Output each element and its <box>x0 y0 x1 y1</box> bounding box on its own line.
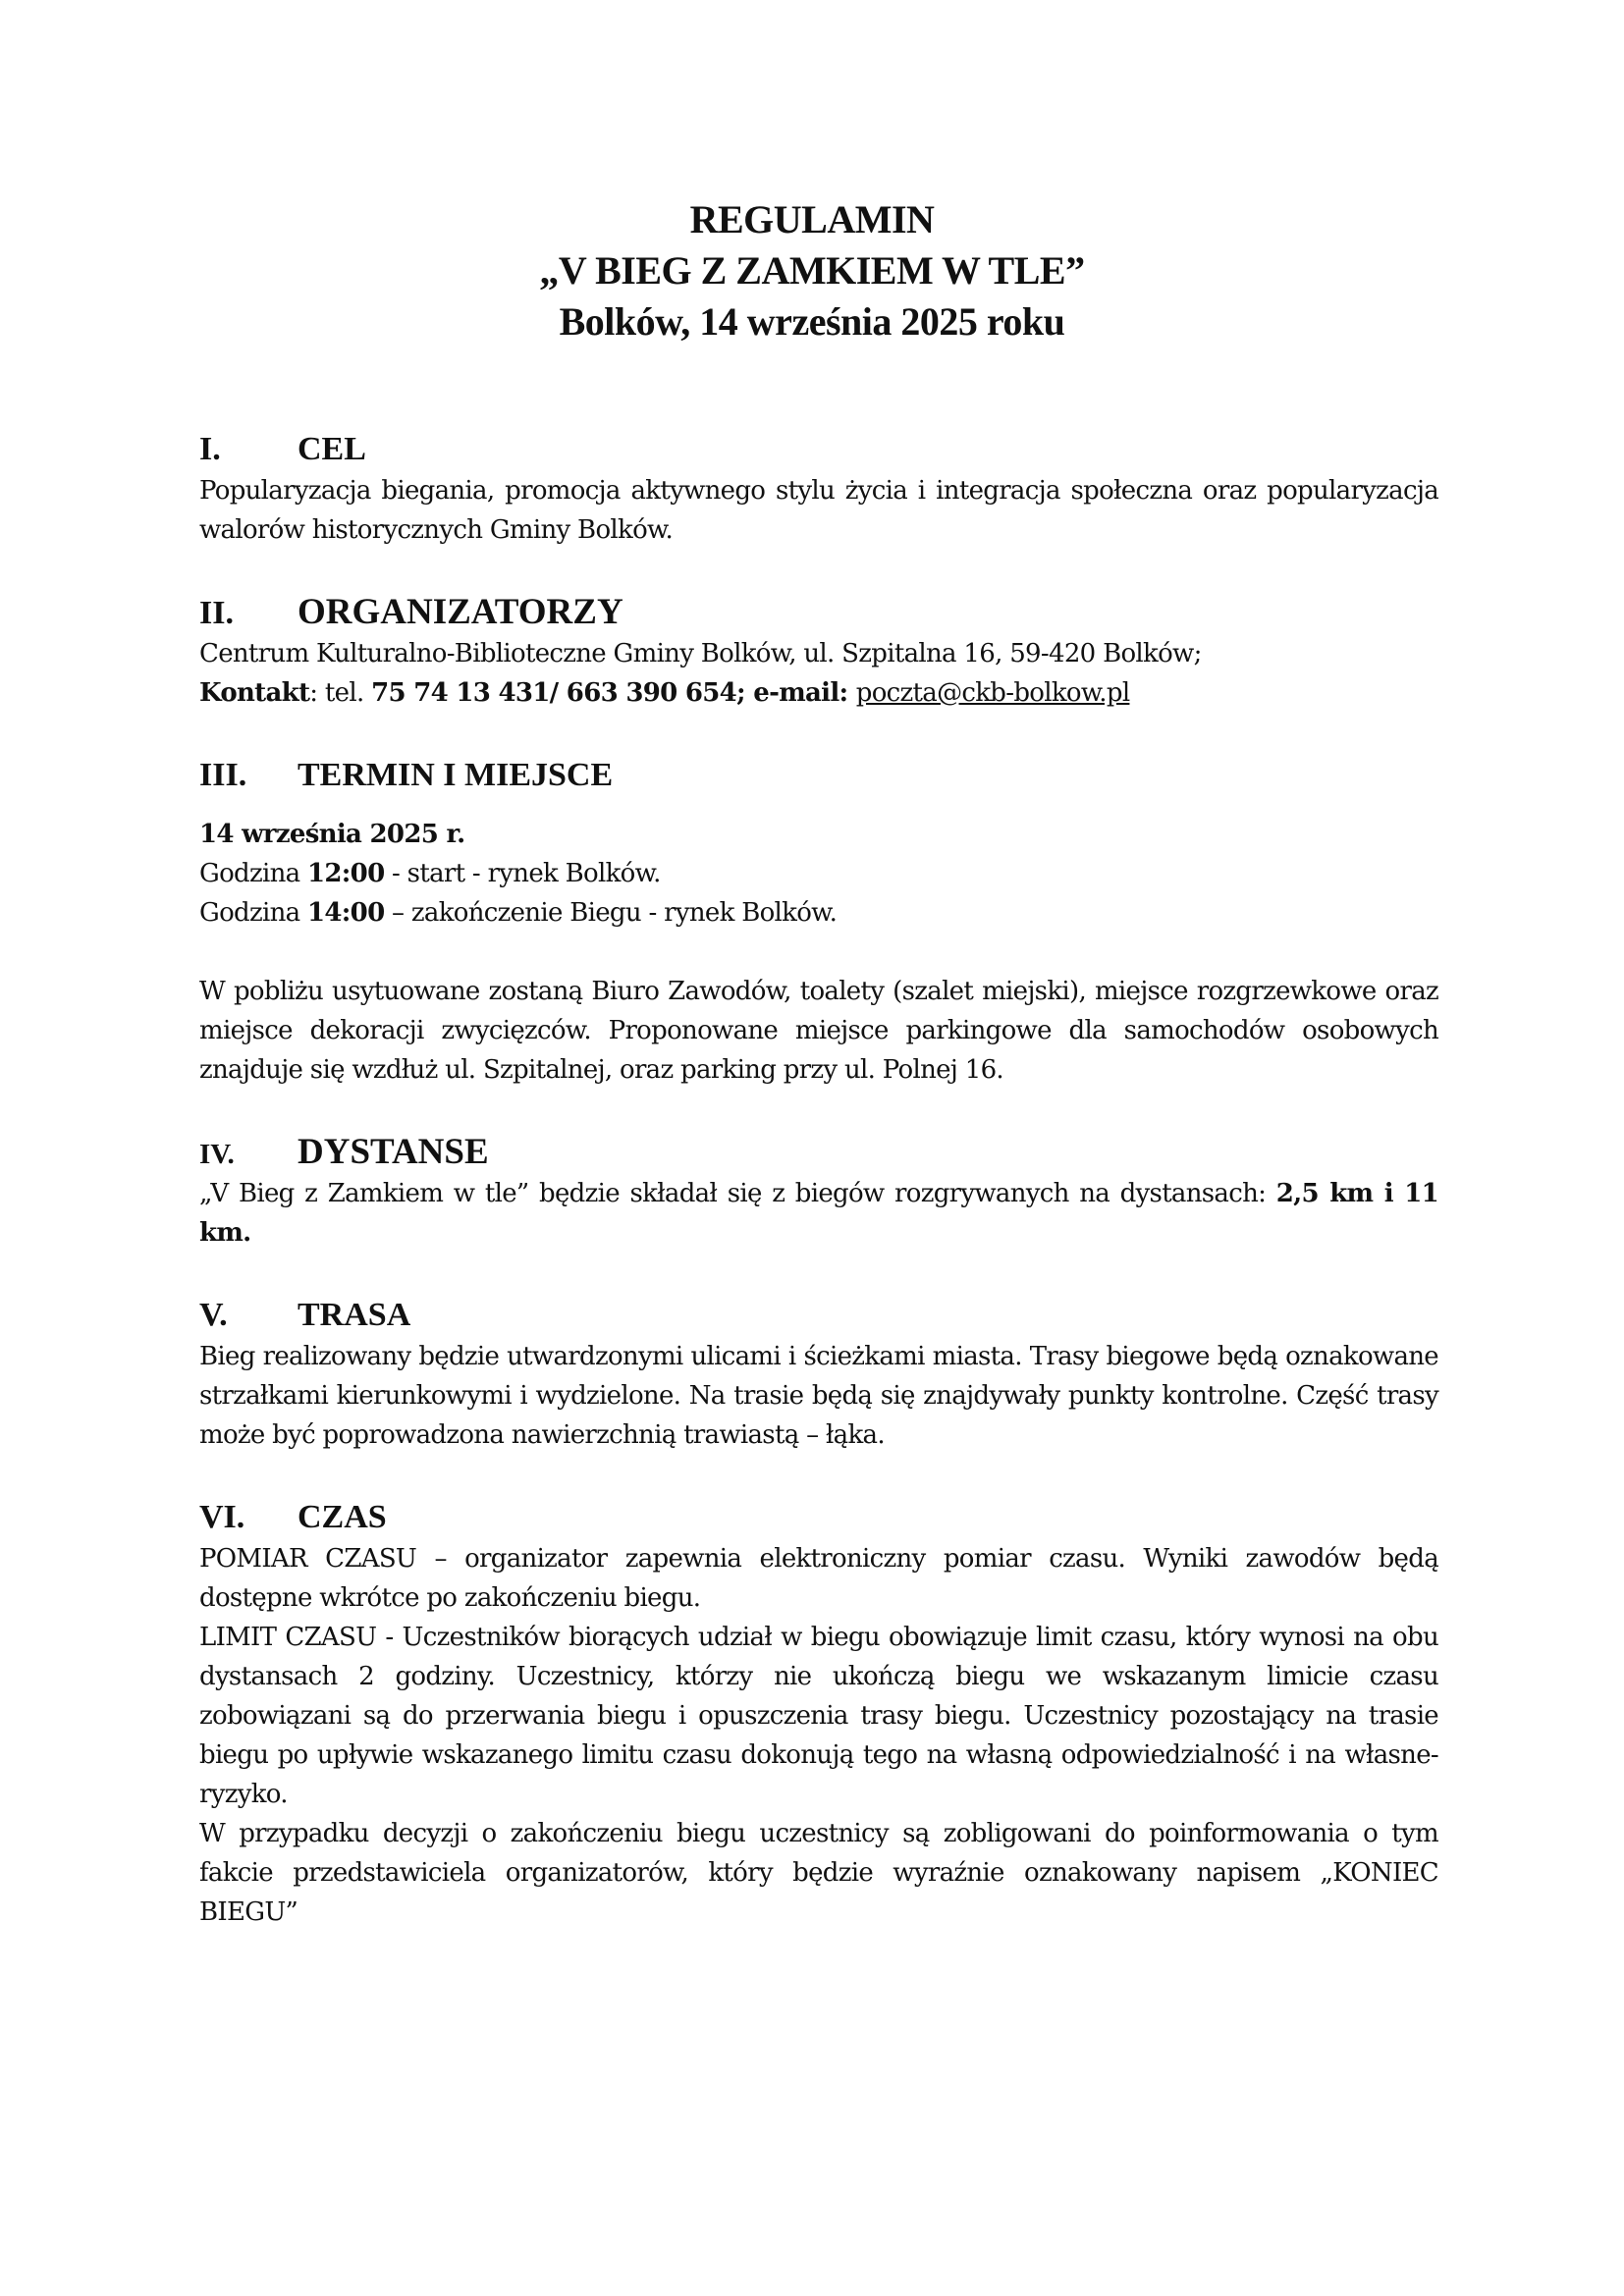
email-link[interactable]: poczta@ckb-bolkow.pl <box>855 678 1130 708</box>
section-cel <box>199 428 1438 550</box>
organizer-contact <box>199 673 1438 713</box>
end-prefix: Godzina <box>199 898 307 928</box>
end-suffix: – zakończenie Biegu - rynek Bolków. <box>384 898 838 928</box>
section-heading <box>199 754 1438 797</box>
section-heading <box>199 1131 1438 1174</box>
document-title <box>0 194 1624 347</box>
document-body <box>199 428 1438 1973</box>
section-number: VI. <box>199 1499 245 1535</box>
spacer <box>199 797 1438 815</box>
spacer <box>199 933 1438 972</box>
section-trasa <box>199 1294 1438 1455</box>
section-organizatorzy <box>199 591 1438 713</box>
title-line-3: Bolków, 14 września 2025 roku <box>559 299 1065 344</box>
title-line-2: „V BIEG Z ZAMKIEM W TLE” <box>539 248 1085 293</box>
end-time: 14:00 <box>307 898 385 928</box>
cel-text: Popularyzacja biegania, promocja aktywnego stylu życia i integracja społeczna oraz popularyzacja walorów historycznych Gminy Bolków. <box>199 476 1438 545</box>
start-suffix: - start - rynek Bolków. <box>384 859 661 888</box>
section-number: II. <box>199 595 234 631</box>
timing-text: POMIAR CZASU – organizator zapewnia elektroniczny pomiar czasu. Wyniki zawodów będą dostępne wkrótce po zakończeniu biegu. <box>199 1544 1438 1613</box>
section-heading <box>199 1496 1438 1539</box>
section-title: TERMIN I MIEJSCE <box>298 757 614 793</box>
start-prefix: Godzina <box>199 859 307 888</box>
section-heading <box>199 591 1438 634</box>
section-title: CZAS <box>298 1499 387 1535</box>
time-limit-text: LIMIT CZASU - Uczestników biorących udział w biegu obowiązuje limit czasu, który wynosi na obu dystansach 2 godziny. Uczestnicy, którzy nie ukończą biegu we wskazanym limicie czasu zobowiązani są do przerwania biegu i opuszczenia trasy biegu. Uczestnicy pozostający na trasie biegu po upływie wskazanego limitu czasu dokonują tego na własną odpowiedzialność i na własne-ryzyko. <box>199 1623 1438 1809</box>
section-number: III. <box>199 757 247 793</box>
section-title: DYSTANSE <box>298 1132 489 1172</box>
distances-values: 2,5 km i 11 km. <box>199 1179 1438 1248</box>
route-text: Bieg realizowany będzie utwardzonymi ulicami i ścieżkami miasta. Trasy biegowe będą oznakowane strzałkami kierunkowymi i wydzielone. Na trasie będą się znajdywały punkty kontrolne. Część trasy może być poprowadzona nawierzchnią trawiastą – łąka. <box>199 1342 1438 1450</box>
section-number: V. <box>199 1297 228 1333</box>
title-line-1: REGULAMIN <box>689 197 935 241</box>
event-date-value: 14 września 2025 r. <box>199 820 465 849</box>
section-termin <box>199 754 1438 1090</box>
withdrawal-text: W przypadku decyzji o zakończeniu biegu uczestnicy są zobligowani do poinformowania o tym fakcie przedstawiciela organizatorów, który będzie wyraźnie oznakowany napisem „KONIEC BIEGU” <box>199 1819 1438 1927</box>
event-start <box>199 854 1438 893</box>
distances-intro: „V Bieg z Zamkiem w tle” będzie składał się z biegów rozgrywanych na dystansach: <box>199 1179 1276 1208</box>
event-end <box>199 893 1438 933</box>
section-heading <box>199 428 1438 471</box>
contact-separator: : tel. <box>309 678 372 708</box>
contact-phones: 75 74 13 431/ 663 390 654; e-mail: <box>371 678 856 708</box>
distances-text <box>199 1174 1438 1253</box>
section-title: TRASA <box>298 1297 411 1333</box>
section-heading <box>199 1294 1438 1337</box>
event-date <box>199 815 1438 854</box>
section-number: IV. <box>199 1139 235 1170</box>
section-title: ORGANIZATORZY <box>298 592 623 632</box>
section-dystanse <box>199 1131 1438 1253</box>
section-czas <box>199 1496 1438 1932</box>
section-title: CEL <box>298 431 366 467</box>
section-number: I. <box>199 431 221 467</box>
venue-note: W pobliżu usytuowane zostaną Biuro Zawodów, toalety (szalet miejski), miejsce rozgrzewkowe oraz miejsce dekoracji zwycięzców. Proponowane miejsce parkingowe dla samochodów osobowych znajduje się wzdłuż ul. Szpitalnej, oraz parking przy ul. Polnej 16. <box>199 977 1438 1085</box>
contact-label: Kontakt <box>199 678 310 708</box>
start-time: 12:00 <box>307 859 385 888</box>
organizer-address: Centrum Kulturalno-Biblioteczne Gminy Bolków, ul. Szpitalna 16, 59-420 Bolków; <box>199 639 1202 668</box>
